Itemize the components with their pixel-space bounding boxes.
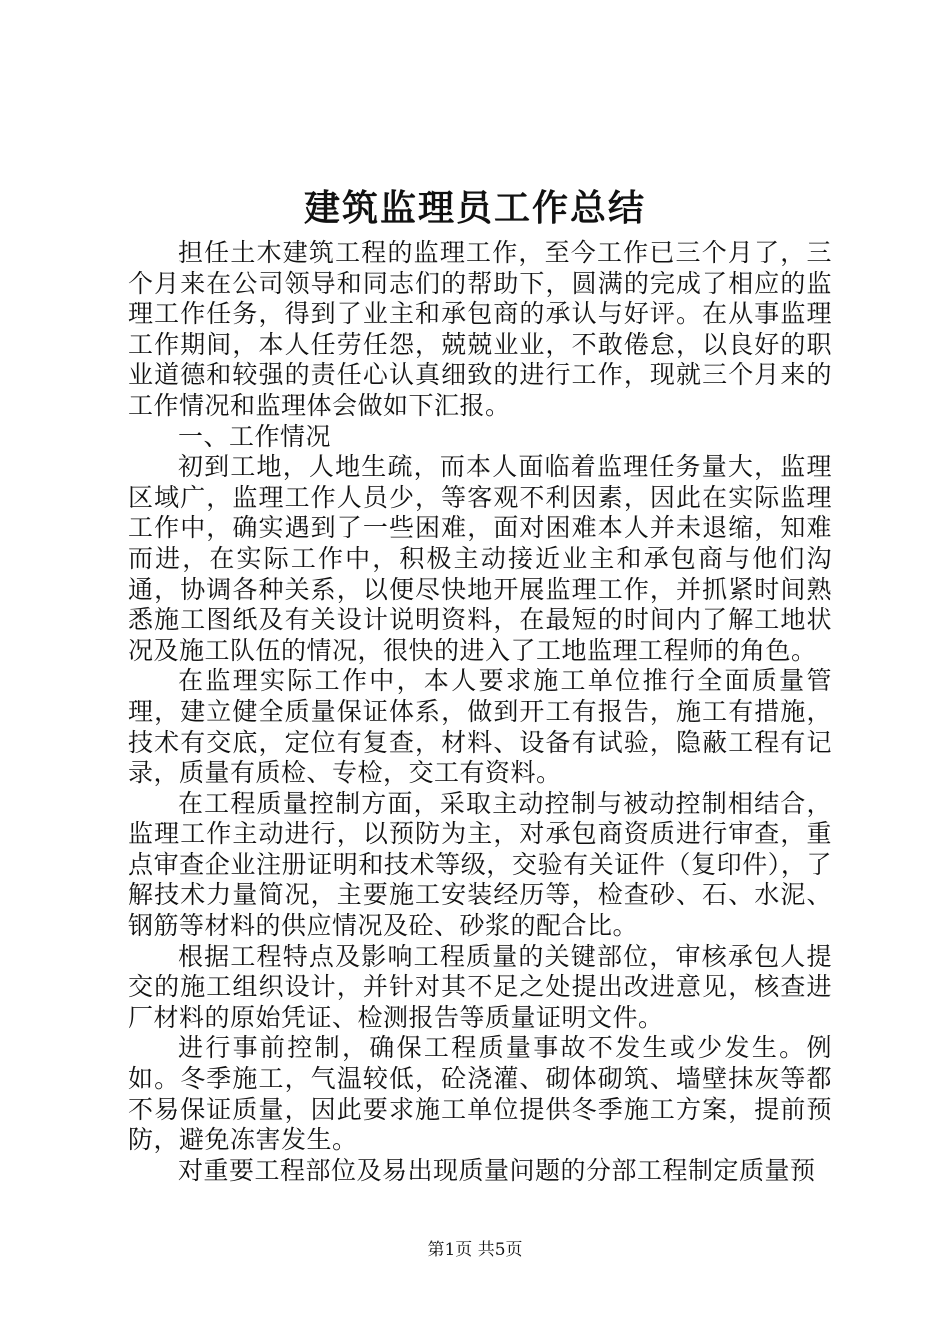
paragraph-arrival: 初到工地，人地生疏，而本人面临着监理任务量大，监理区域广，监理工作人员少，等客观不利因素，因此在实际监理工作中，确实遇到了一些困难，面对困难本人并未退缩，知难而进，在实际工作中，积极主动接近业主和承包商与他们沟通，协调各种关系，以便尽快地开展监理工作，并抓紧时间熟悉施工图纸及有关设计说明资料，在最短的时间内了解工地状况及施工队伍的情况，很快的进入了工地监理工程师的角色。 xyxy=(128,452,832,665)
paragraph-quality-management: 在监理实际工作中，本人要求施工单位推行全面质量管理，建立健全质量保证体系，做到开工有报告，施工有措施，技术有交底，定位有复查，材料、设备有试验，隐蔽工程有记录，质量有质检、专检，交工有资料。 xyxy=(128,666,832,788)
paragraph-key-parts: 对重要工程部位及易出现质量问题的分部工程制定质量预 xyxy=(178,1155,816,1185)
paragraph-advance-control: 进行事前控制，确保工程质量事故不发生或少发生。例如。冬季施工，气温较低，砼浇灌、砌体砌筑、墙壁抹灰等都不易保证质量，因此要求施工单位提供冬季施工方案，提前预防，避免冻害发生。 xyxy=(128,1033,832,1155)
paragraph-quality-control: 在工程质量控制方面，采取主动控制与被动控制相结合，监理工作主动进行，以预防为主，对承包商资质进行审查，重点审查企业注册证明和技术等级，交验有关证件（复印件），了解技术力量简况，主要施工安装经历等，检查砂、石、水泥、钢筋等材料的供应情况及砼、砂浆的配合比。 xyxy=(128,788,832,941)
paragraph-intro: 担任土木建筑工程的监理工作，至今工作已三个月了，三个月来在公司领导和同志们的帮助下，圆满的完成了相应的监理工作任务，得到了业主和承包商的承认与好评。在从事监理工作期间，本人任劳任怨，兢兢业业，不敢倦怠，以良好的职业道德和较强的责任心认真细致的进行工作，现就三个月来的工作情况和监理体会做如下汇报。 xyxy=(128,238,832,420)
page-number-footer: 第1页 共5页 xyxy=(427,1240,523,1260)
section-heading-work-status: 一、工作情况 xyxy=(178,421,332,451)
document-title: 建筑监理员工作总结 xyxy=(303,188,646,229)
paragraph-construction-design-review: 根据工程特点及影响工程质量的关键部位，审核承包人提交的施工组织设计，并针对其不足之处提出改进意见，核查进厂材料的原始凭证、检测报告等质量证明文件。 xyxy=(128,941,832,1032)
document-body xyxy=(128,238,832,1186)
